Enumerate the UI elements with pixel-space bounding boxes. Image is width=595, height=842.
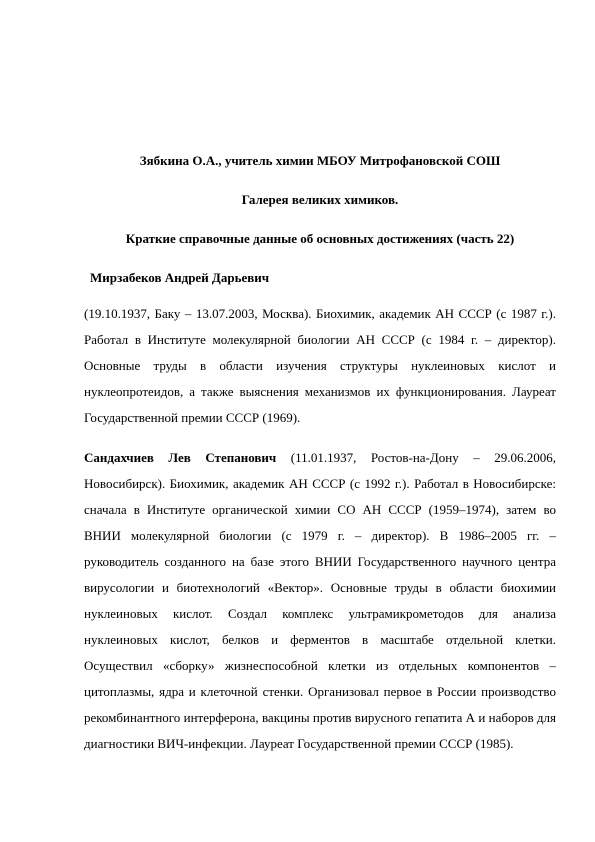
entry-name-sandakhchiev: Сандахчиев Лев Степанович — [84, 450, 277, 465]
entry-text-mirzabekov: (19.10.1937, Баку – 13.07.2003, Москва). Биохимик, академик АН СССР (с 1987 г.). Работал в Институте молекулярной биологии АН СССР (с 1984 г. – директор). Основные труды в области изучения структуры нуклеиновых кислот и нуклеопротеидов, а также выяснения механизмов их функционирования. Лауреат Государственной премии СССР (1969). — [84, 306, 556, 425]
subtitle: Краткие справочные данные об основных достижениях (часть 22) — [125, 231, 515, 246]
author-line: Зябкина О.А., учитель химии МБОУ Митрофановской СОШ — [139, 153, 501, 168]
entry-text-sandakhchiev: (11.01.1937, Ростов-на-Дону – 29.06.2006, Новосибирск). Биохимик, академик АН СССР (с 1992 г.). Работал в Новосибирске: сначала в Институте органической химии СО АН СССР (1959–1974), затем во ВНИИ молекулярной биологии (с 1979 г. – директор). В 1986–2005 гг. – руководитель созданного на базе этого ВНИИ Государственного научного центра вирусологии и биотехнологий «Вектор». Основные труды в области биохимии нуклеиновых кислот. Создал комплекс ультрамикрометодов для анализа нуклеиновых кислот, белков и ферментов в масштабе отдельной клетки. Осуществил «сборку» жизнеспособной клетки из отдельных компонентов – цитоплазмы, ядра и клеточной стенки. Организовал первое в России производство рекомбинантного интерферона, вакцины против вирусного гепатита А и наборов для диагностики ВИЧ-инфекции. Лауреат Государственной премии СССР (1985). — [84, 450, 556, 751]
entry-sandakhchiev — [84, 445, 556, 757]
entry-name-mirzabekov: Мирзабеков Андрей Дарьевич — [90, 270, 270, 285]
document-page — [84, 148, 556, 771]
gallery-title: Галерея великих химиков. — [241, 192, 399, 207]
